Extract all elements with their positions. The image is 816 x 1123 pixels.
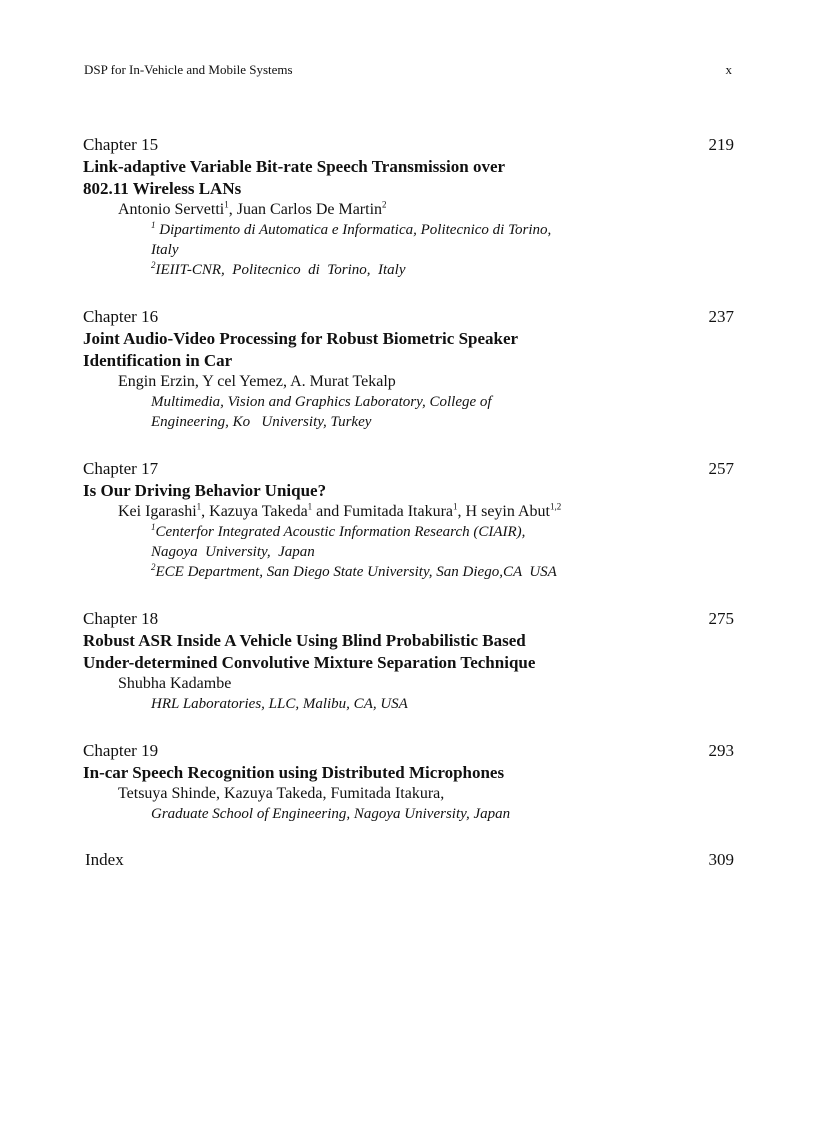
affiliation-line — [151, 694, 671, 714]
chapter-title-line: In-car Speech Recognition using Distributed Microphones — [83, 763, 505, 782]
author-separator: and — [312, 503, 344, 520]
affiliation-text: Engineering, Ko University, Turkey — [151, 414, 372, 430]
index-label: Index — [85, 850, 124, 869]
chapter-authors — [118, 372, 734, 392]
chapter-title-line: Link-adaptive Variable Bit-rate Speech Transmission over — [83, 157, 506, 176]
affiliation-text: Dipartimento di Automatica e Informatica, Politecnico di Torino, — [155, 222, 552, 238]
affiliation-line — [151, 522, 671, 542]
affiliation-line — [151, 220, 671, 240]
chapter-title-line: Robust ASR Inside A Vehicle Using Blind Probabilistic Based — [83, 631, 526, 650]
chapter-header-row — [83, 306, 734, 328]
affiliation-text: Italy — [151, 242, 179, 258]
author-affiliation-mark: 1 — [307, 501, 313, 512]
affiliation-text: Centerfor Integrated Acoustic Information Research (CIAIR), — [155, 524, 526, 540]
affiliation-text: Multimedia, Vision and Graphics Laboratory, College of — [151, 394, 492, 410]
affiliation-text: ECE Department, San Diego State University, San Diego,CA USA — [155, 564, 557, 580]
chapter-title-line: Under-determined Convolutive Mixture Separation Technique — [83, 653, 536, 672]
chapter-authors — [118, 502, 734, 522]
page-number: x — [725, 62, 732, 77]
chapter-header-row — [83, 608, 734, 630]
author-name: Shubha Kadambe — [118, 675, 232, 692]
index-page-number: 309 — [708, 850, 734, 869]
chapter-label: Chapter 18 — [83, 609, 159, 628]
chapter-title-line: Identification in Car — [83, 351, 233, 370]
author-name: Engin Erzin, Y cel Yemez, A. Murat Tekalp — [118, 373, 396, 390]
chapter-page-number: 219 — [708, 135, 734, 154]
running-head: DSP for In-Vehicle and Mobile Systems — [84, 62, 293, 77]
chapter-label: Chapter 17 — [83, 459, 159, 478]
toc-entry — [83, 134, 734, 280]
author-name: Fumitada Itakura — [343, 503, 454, 520]
affiliation-mark: 2 — [151, 562, 156, 572]
author-affiliation-mark: 2 — [382, 199, 387, 210]
table-of-contents — [83, 134, 734, 870]
chapter-title-line: 802.11 Wireless LANs — [83, 179, 242, 198]
affiliation-line — [151, 392, 671, 412]
author-name: Tetsuya Shinde, Kazuya Takeda, Fumitada Itakura, — [118, 785, 445, 802]
affiliation-text: IEIIT-CNR, Politecnico di Torino, Italy — [155, 262, 406, 278]
chapter-page-number: 237 — [708, 307, 734, 326]
chapter-header-row — [83, 740, 734, 762]
author-name: Juan Carlos De Martin — [236, 201, 383, 218]
affiliation-line — [151, 412, 671, 432]
affiliation-text: Graduate School of Engineering, Nagoya University, Japan — [151, 806, 511, 822]
affiliation-line — [151, 260, 671, 280]
author-separator: , — [201, 503, 210, 520]
author-affiliation-mark: 1 — [196, 501, 202, 512]
chapter-header-row — [83, 134, 734, 156]
chapter-label: Chapter 15 — [83, 135, 159, 154]
toc-entry — [83, 306, 734, 432]
toc-entry — [83, 458, 734, 582]
affiliation-line — [151, 240, 671, 260]
chapter-title-line: Is Our Driving Behavior Unique? — [83, 481, 327, 500]
author-affiliation-mark: 1,2 — [549, 501, 562, 512]
author-separator: , — [228, 201, 237, 218]
author-separator: , — [457, 503, 466, 520]
toc-entry — [83, 608, 734, 714]
affiliation-line — [151, 804, 671, 824]
author-affiliation-mark: 1 — [224, 199, 229, 210]
affiliation-mark: 2 — [151, 260, 156, 270]
author-name: Antonio Servetti — [118, 201, 225, 218]
chapter-authors — [118, 784, 734, 804]
chapter-label: Chapter 19 — [83, 741, 159, 760]
chapter-page-number: 293 — [708, 741, 734, 760]
author-affiliation-mark: 1 — [453, 501, 458, 512]
chapter-title-line: Joint Audio-Video Processing for Robust Biometric Speaker — [83, 329, 519, 348]
chapter-page-number: 275 — [708, 609, 734, 628]
author-name: H seyin Abut — [465, 503, 550, 520]
affiliation-text: Nagoya University, Japan — [151, 544, 315, 560]
chapter-page-number: 257 — [708, 459, 734, 478]
author-name: Kei Igarashi — [118, 503, 197, 520]
affiliation-mark: 1 — [151, 220, 156, 230]
chapter-authors — [118, 200, 734, 220]
affiliation-line — [151, 542, 671, 562]
author-name: Kazuya Takeda — [209, 503, 308, 520]
chapter-authors — [118, 674, 734, 694]
index-entry — [83, 850, 734, 870]
affiliation-mark: 1 — [151, 522, 156, 532]
affiliation-line — [151, 562, 671, 582]
toc-entry — [83, 740, 734, 824]
chapter-header-row — [83, 458, 734, 480]
chapter-label: Chapter 16 — [83, 307, 159, 326]
affiliation-text: HRL Laboratories, LLC, Malibu, CA, USA — [151, 696, 408, 712]
